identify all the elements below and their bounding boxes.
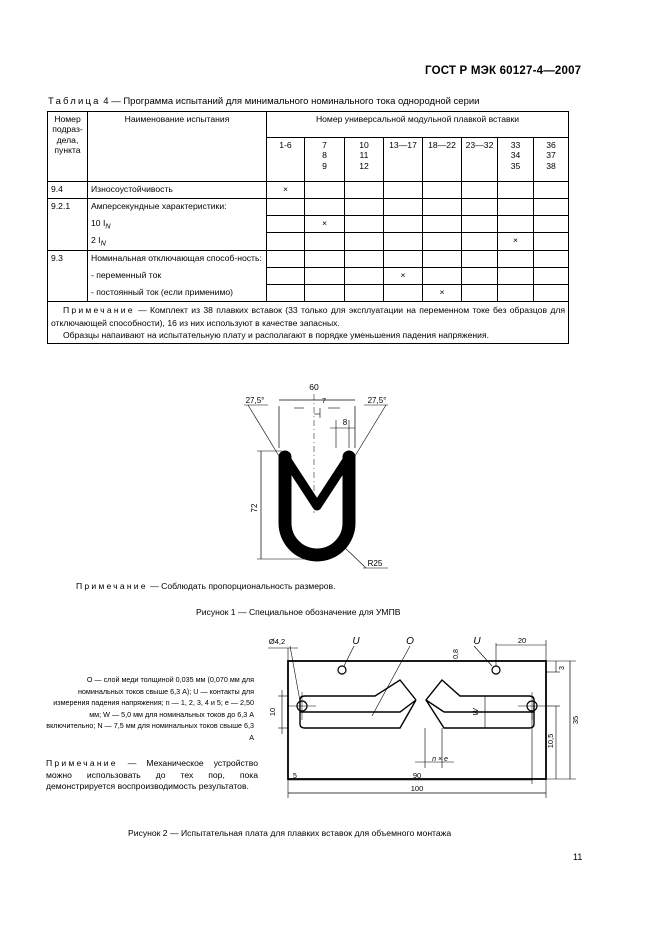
table-row [48,216,569,233]
table-note: Примечание — Комплект из 38 плавких вставок (33 только для эксплуатации на переменном токе без образцов для отключающей способности), 16 из них используют в качестве запасных. Образцы напаивают на испытательную плату и располагают в порядке уменьшения падения напряжения. [48,302,569,344]
row-mark-cell [534,216,569,233]
fig2-dim-20: 20 [517,636,527,645]
row-mark-cell: × [305,216,345,233]
table-row [48,268,569,285]
fig2-label-u-left: U [352,636,360,647]
col-header-number-group: 36 37 38 [534,138,569,182]
fig2-dim-100: 100 [410,784,424,793]
row-subsection-number [48,285,88,302]
row-mark-cell [267,199,305,216]
fig2-dim-10: 10 [268,707,277,717]
row-subsection-number: 9.2.1 [48,199,88,216]
col-header-number-group: 33 34 35 [498,138,534,182]
row-mark-cell [423,268,462,285]
row-mark-cell [305,233,345,251]
table-caption [48,96,479,107]
row-mark-cell [462,285,498,302]
row-mark-cell: × [384,268,423,285]
fig2-label-o: O [406,636,414,647]
figure2-caption: Рисунок 2 — Испытательная плата для плавких вставок для объемного монтажа [128,828,452,838]
table-row [48,233,569,251]
row-mark-cell [498,199,534,216]
table-row [48,251,569,268]
figure1-note: Примечание — Соблюдать пропорциональность размеров. [76,581,336,591]
test-program-table [47,111,569,344]
row-mark-cell [462,216,498,233]
row-mark-cell: × [267,182,305,199]
row-mark-cell [423,199,462,216]
figure2-note: Примечание — Механическое устройство можно использовать до тех пор, пока демонстрируется воспроизводимость результатов. [46,758,258,792]
row-mark-cell [423,233,462,251]
page-number: 11 [573,852,583,862]
row-test-name: 10 $I_N$ [88,216,267,233]
row-test-name: Номинальная отключающая способ-ность: [88,251,267,268]
col-header-numbers: Номер универсальной модульной плавкой вставки [267,112,569,138]
row-mark-cell [384,216,423,233]
fig1-dim-angle-left: 27,5° [245,396,265,405]
fig2-dim-90: 90 [412,771,422,780]
row-mark-cell [534,285,569,302]
row-mark-cell [462,233,498,251]
table-row [48,182,569,199]
fig2-dim-3: 3 [559,666,566,670]
row-mark-cell [305,251,345,268]
col-header-number-group: 10 11 12 [345,138,384,182]
row-subsection-number [48,268,88,285]
table-row [48,285,569,302]
figure2-legend: O — слой меди толщиной 0,035 мм (0,070 мм для номинальных токов свыше 6,3 A); U — контакты для измерения падения напряжения; n — 1, 2, 3, 4 и 5; e — 2,50 мм; W — 5,0 мм для номинальных токов до 6,3 A включительно; N — 7,5 мм для номинальных токов свыше 6,3 A [46,675,254,742]
row-mark-cell [384,285,423,302]
col-header-number-group: 7 8 9 [305,138,345,182]
figure1-caption: Рисунок 1 — Специальное обозначение для УМПВ [196,607,401,617]
row-mark-cell [462,251,498,268]
fig2-dim-105: 10,5 [546,733,555,749]
row-mark-cell [267,268,305,285]
row-test-name: Амперсекундные характеристики: [88,199,267,216]
fig1-dim-height: 72 [250,503,259,513]
fig2-dim-nxe: n × e [432,756,448,763]
row-mark-cell [345,233,384,251]
row-mark-cell [345,285,384,302]
figure2-test-board [260,628,580,804]
row-mark-cell [305,199,345,216]
row-test-name: Износоустойчивость [88,182,267,199]
row-mark-cell [267,233,305,251]
fig2-dim-w: W [471,708,480,716]
row-mark-cell [423,251,462,268]
row-mark-cell [534,233,569,251]
col-header-subsection: Номер подраз-дела, пункта [48,112,88,182]
table-caption-text: 4 — Программа испытаний для минимального номинального тока однородной серии [100,96,480,107]
row-mark-cell [345,251,384,268]
row-mark-cell [498,216,534,233]
row-subsection-number: 9.3 [48,251,88,268]
fig1-dim-top: 7 [321,396,327,405]
figure1-umpv-symbol [230,378,400,573]
row-mark-cell [498,285,534,302]
row-mark-cell [498,251,534,268]
col-header-number-group: 1-6 [267,138,305,182]
col-header-test-name: Наименование испытания [88,112,267,182]
col-header-number-group: 13—17 [384,138,423,182]
row-mark-cell [384,233,423,251]
row-mark-cell [267,285,305,302]
col-header-number-group: 18—22 [423,138,462,182]
row-mark-cell [498,182,534,199]
row-mark-cell: × [423,285,462,302]
fig1-dim-radius: R25 [367,559,383,568]
fig2-dim-08: 0,8 [453,649,460,659]
row-mark-cell [462,182,498,199]
fig1-dim-angle-right: 27,5° [367,396,387,405]
row-mark-cell [305,285,345,302]
row-mark-cell: × [498,233,534,251]
row-test-name: - переменный ток [88,268,267,285]
fig1-dim-width: 60 [309,382,319,392]
table-caption-prefix: Таблица [48,96,101,107]
row-mark-cell [345,268,384,285]
standard-header: ГОСТ Р МЭК 60127-4—2007 [425,65,582,77]
col-header-number-group: 23—32 [462,138,498,182]
fig1-dim-thickness: 8 [342,418,348,427]
row-test-name: 2 $I_N$ [88,233,267,251]
row-mark-cell [345,182,384,199]
row-mark-cell [462,199,498,216]
fig2-label-u-right: U [473,636,481,647]
fig2-dim-35: 35 [571,715,580,725]
row-mark-cell [534,182,569,199]
row-mark-cell [534,268,569,285]
row-mark-cell [534,251,569,268]
row-mark-cell [384,251,423,268]
row-test-name: - постоянный ток (если применимо) [88,285,267,302]
row-mark-cell [267,216,305,233]
row-mark-cell [423,216,462,233]
row-mark-cell [305,182,345,199]
row-mark-cell [462,268,498,285]
row-mark-cell [384,199,423,216]
row-mark-cell [423,182,462,199]
row-mark-cell [267,251,305,268]
row-mark-cell [345,216,384,233]
row-subsection-number [48,216,88,233]
row-mark-cell [534,199,569,216]
fig2-dim-hole: Ø4,2 [268,637,286,646]
fig2-dim-5: 5 [293,773,297,780]
row-subsection-number: 9.4 [48,182,88,199]
row-mark-cell [305,268,345,285]
row-mark-cell [345,199,384,216]
row-mark-cell [498,268,534,285]
table-row [48,199,569,216]
row-mark-cell [384,182,423,199]
row-subsection-number [48,233,88,251]
